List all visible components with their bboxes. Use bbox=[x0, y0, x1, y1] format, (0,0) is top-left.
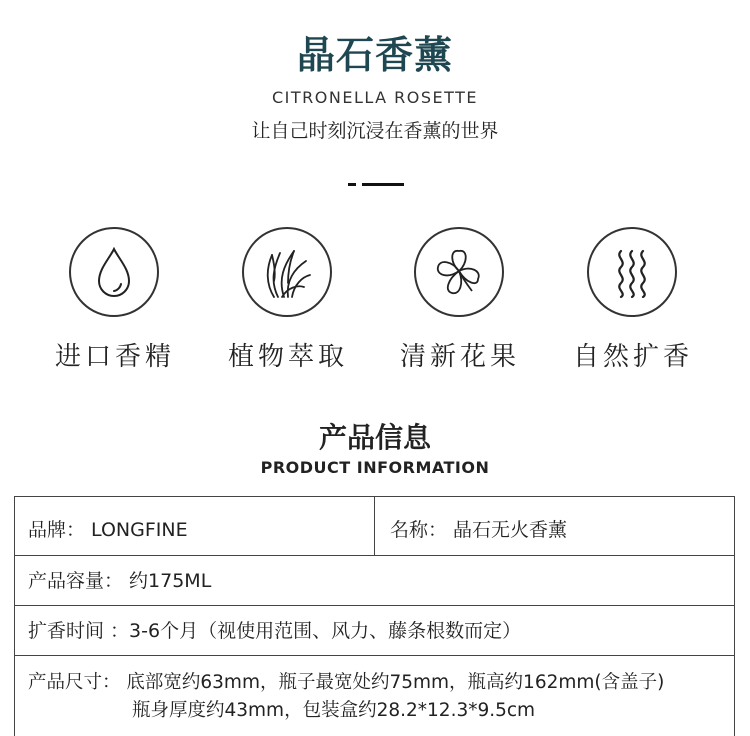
section-title: 产品信息 bbox=[318, 421, 431, 454]
plant-leaves-icon bbox=[242, 227, 332, 317]
table-border bbox=[14, 655, 734, 656]
feature-label: 进口香精 bbox=[54, 342, 175, 372]
brand-cell: 品牌： LONGFINE bbox=[28, 519, 188, 541]
page-subtitle: CITRONELLA ROSETTE bbox=[271, 88, 479, 107]
slogan: 让自己时刻沉浸在香薰的世界 bbox=[251, 120, 499, 142]
feature-label: 植物萃取 bbox=[227, 342, 348, 372]
feature-imported-essence bbox=[25, 227, 205, 377]
droplet-icon bbox=[69, 227, 159, 317]
table-border bbox=[14, 605, 734, 606]
table-border bbox=[374, 496, 375, 555]
duration-cell: 扩香时间 ：3-6个月（视使用范围、风力、藤条根数而定） bbox=[28, 620, 522, 642]
aroma-waves-icon bbox=[587, 227, 677, 317]
name-cell: 名称： 晶石无火香薰 bbox=[390, 519, 568, 541]
table-border bbox=[14, 496, 15, 736]
capacity-cell: 产品容量： 约175ML bbox=[28, 570, 212, 592]
section-subtitle: PRODUCT INFORMATION bbox=[260, 458, 490, 477]
feature-natural-diffusion bbox=[543, 227, 723, 377]
size-cell-continued: 瓶身厚度约43mm，包装盒约28.2*12.3*9.5cm bbox=[132, 700, 536, 721]
feature-label: 清新花果 bbox=[399, 342, 520, 372]
product-info-table bbox=[14, 496, 736, 736]
feature-plant-extract bbox=[198, 227, 378, 377]
flower-icon bbox=[414, 227, 504, 317]
feature-row bbox=[0, 227, 750, 377]
table-border bbox=[14, 555, 734, 556]
divider-dash-short bbox=[348, 183, 356, 186]
feature-label: 自然扩香 bbox=[572, 342, 693, 372]
feature-fresh-fruit bbox=[370, 227, 550, 377]
size-cell: 产品尺寸： 底部宽约63mm，瓶子最宽处约75mm，瓶高约162mm(含盖子) bbox=[28, 672, 665, 693]
table-border bbox=[734, 496, 735, 736]
page-title: 晶石香薰 bbox=[296, 33, 453, 77]
divider-dash-long bbox=[362, 183, 404, 186]
